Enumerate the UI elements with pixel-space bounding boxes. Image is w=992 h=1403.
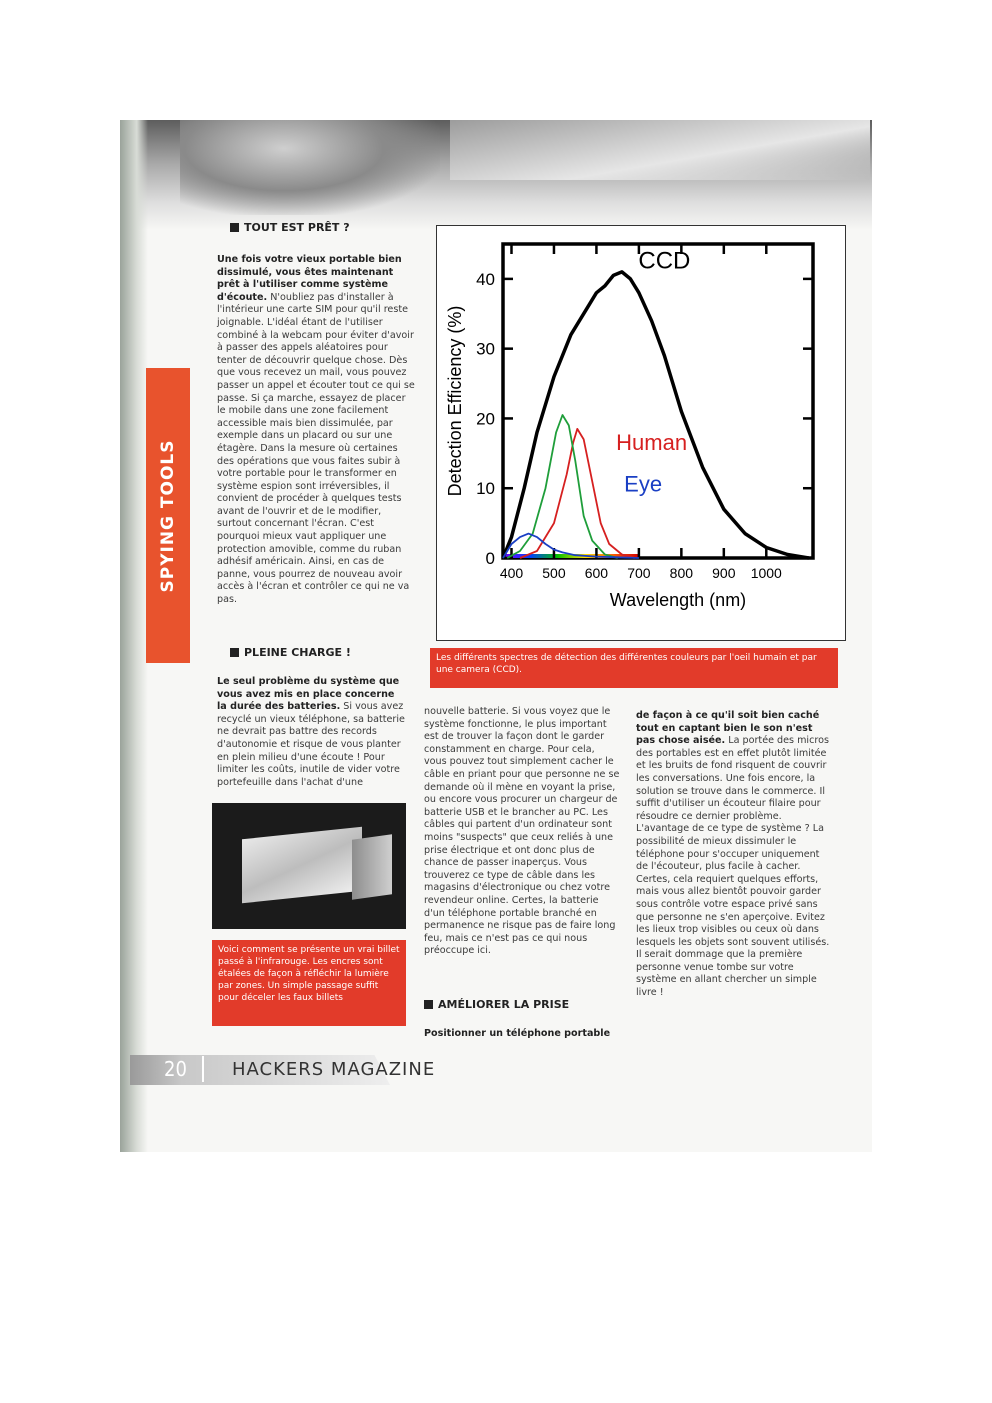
spectrum-chart-frame (436, 225, 846, 641)
lead-paragraph: de façon à ce qu'il soit bien caché tout en captant bien le son n'est pas chose aisée. (636, 710, 820, 747)
x-axis-label: Wavelength (nm) (609, 590, 747, 610)
y-tick-label: 20 (476, 409, 495, 429)
x-tick-label: 900 (712, 565, 736, 581)
column-left-top (217, 254, 417, 607)
spectrum-chart (437, 226, 845, 640)
chart-caption: Les différents spectres de détection des différentes couleurs par l'oeil humain et par une camera (CCD). (430, 648, 838, 688)
banknote-shape (242, 827, 362, 904)
y-tick-label: 10 (476, 479, 495, 499)
header-photo-highlight (180, 120, 440, 215)
section-heading-text: TOUT EST PRÊT ? (244, 221, 350, 234)
photo-caption: Voici comment se présente un vrai billet passé à l'infrarouge. Les encres sont étalées de façon à réfléchir la lumière par zones. Un simple passage suffit pour déceler les faux billets (212, 940, 406, 1026)
chart-annotation: Eye (624, 471, 663, 497)
x-tick-label: 500 (542, 565, 566, 581)
body-text: nouvelle batterie. Si vous voyez que le système fonctionne, le plus important est de trouver la façon dont le garder constamment en charge. Pour cela, vous pouvez tout simplement cacher le câble en priant pour que personne ne se demande où il mène en voyant la prise, ou encore vous procurer un chargeur de batterie USB et le brancher au PC. Les câbles qui partent d'un ordinateur sont moins "suspects" que ceux reliés à une prise électrique et ont donc plus de chance de passer inaperçus. Vous trouverez ce type de câble dans les magasins d'électronique ou chez votre revendeur online. Certes, la batterie d'un téléphone portable branché en permanence ne risque pas de faire long feu, mais ce n'est pas ce qui nous préoccupe ici. (424, 706, 620, 957)
y-tick-label: 0 (485, 549, 495, 568)
body-text: La portée des micros des portables est en effet plutôt limitée et les bruits de fond risquent de couvrir les conversations. Une fois encore, la solution se trouve dans le commerce. Il suffit d'utiliser un écouteur filaire pour résoudre ce dernier problème. L'avantage de ce type de système ? La possibilité de mieux dissimuler le téléphone pour s'occuper uniquement de l'écouteur, plus facile à cacher. Certes, cela requiert quelques efforts, mais vous allez bientôt pouvoir garder sous contrôle votre espace privé sans que personne ne s'en aperçoive. Evitez les lieux trop visibles ou ceux où dans lesquels les objets sont souvent utilisés. Il serait dommage que la première personne venue tombe sur votre système en allant chercher un simple livre ! (636, 735, 830, 999)
chart-annotation: CCD (638, 247, 691, 275)
body-text: N'oubliez pas d'installer à l'intérieur une carte SIM pour qu'il reste joignable. L'idéal étant de l'utiliser combiné à la webcam pour éviter d'avoir à passer des appels aléatoires pour tenter de découvrir quelque chose. Dès que vous recevez un mail, vous pouvez passer un appel et écouter tout ce qui se passe. Si ça marche, essayez de placer le mobile dans une zone facilement accessible mais bien dissimulée, par exemple dans un placard ou sur une étagère. Dans la mesure où certaines des opérations que vous faites subir à votre portable pour le transformer en système espion sont irréversibles, il convient de procéder à quelques tests avant de l'ouvrir et de le modifier, surtout concernant l'écran. C'est pourquoi mieux vaut appliquer une protection amovible, comme du ruban adhésif américain. Ainsi, en cas de panne, vous pourrez de nouveau avoir accès à l'écran et contrôler ce qui ne va pas. (217, 291, 415, 606)
x-tick-label: 800 (669, 565, 694, 581)
section-heading-text: PLEINE CHARGE ! (244, 646, 351, 659)
x-tick-label: 400 (499, 565, 524, 581)
y-axis-label: Detection Efficiency (%) (445, 305, 465, 497)
column-middle (424, 706, 620, 958)
x-tick-label: 1000 (750, 565, 782, 581)
lead-paragraph: Positionner un téléphone portable (424, 1028, 611, 1039)
footer-separator (202, 1056, 204, 1082)
plot-area-border (503, 244, 813, 558)
series-line-ccd (503, 272, 809, 558)
y-tick-label: 30 (476, 339, 495, 359)
column-right (636, 710, 832, 1000)
x-tick-label: 700 (627, 565, 651, 581)
lead-paragraph: Une fois votre vieux portable bien dissimulé, vous êtes maintenant prêt à l'utiliser comme système d'écoute. (217, 254, 402, 303)
page-number: 20 (164, 1057, 187, 1081)
header-photo-streak (450, 120, 870, 180)
header-photo (120, 120, 872, 230)
section-heading-ready (230, 221, 350, 234)
banknote-edge-shape (352, 834, 392, 900)
magazine-name: HACKERS MAGAZINE (232, 1059, 436, 1080)
column-middle-lead (424, 1028, 620, 1041)
body-text: Si vous avez recyclé un vieux téléphone, sa batterie ne devrait pas battre des records d'autonomie et risque de vous planter en plein milieu d'une écoute ! Pour limiter les coûts, inutile de vider votre portefeuille dans l'achat d'une (217, 701, 405, 788)
square-bullet-icon (424, 1000, 433, 1009)
magazine-page (120, 120, 872, 1152)
section-heading-improve (424, 998, 569, 1011)
square-bullet-icon (230, 648, 239, 657)
section-heading-charge (230, 646, 351, 659)
x-tick-label: 600 (584, 565, 609, 581)
square-bullet-icon (230, 223, 239, 232)
chart-annotation: Human (616, 429, 688, 455)
lead-paragraph: Le seul problème du système que vous avez mis en place concerne la durée des batteries. (217, 676, 400, 713)
infrared-bill-photo (212, 803, 406, 929)
section-side-tab (146, 368, 190, 663)
section-heading-text: AMÉLIORER LA PRISE (438, 998, 570, 1011)
y-tick-label: 40 (476, 269, 495, 289)
side-tab-label: SPYING TOOLS (158, 438, 178, 593)
page-gutter-shadow (120, 120, 148, 1152)
column-left-bottom (217, 676, 407, 789)
